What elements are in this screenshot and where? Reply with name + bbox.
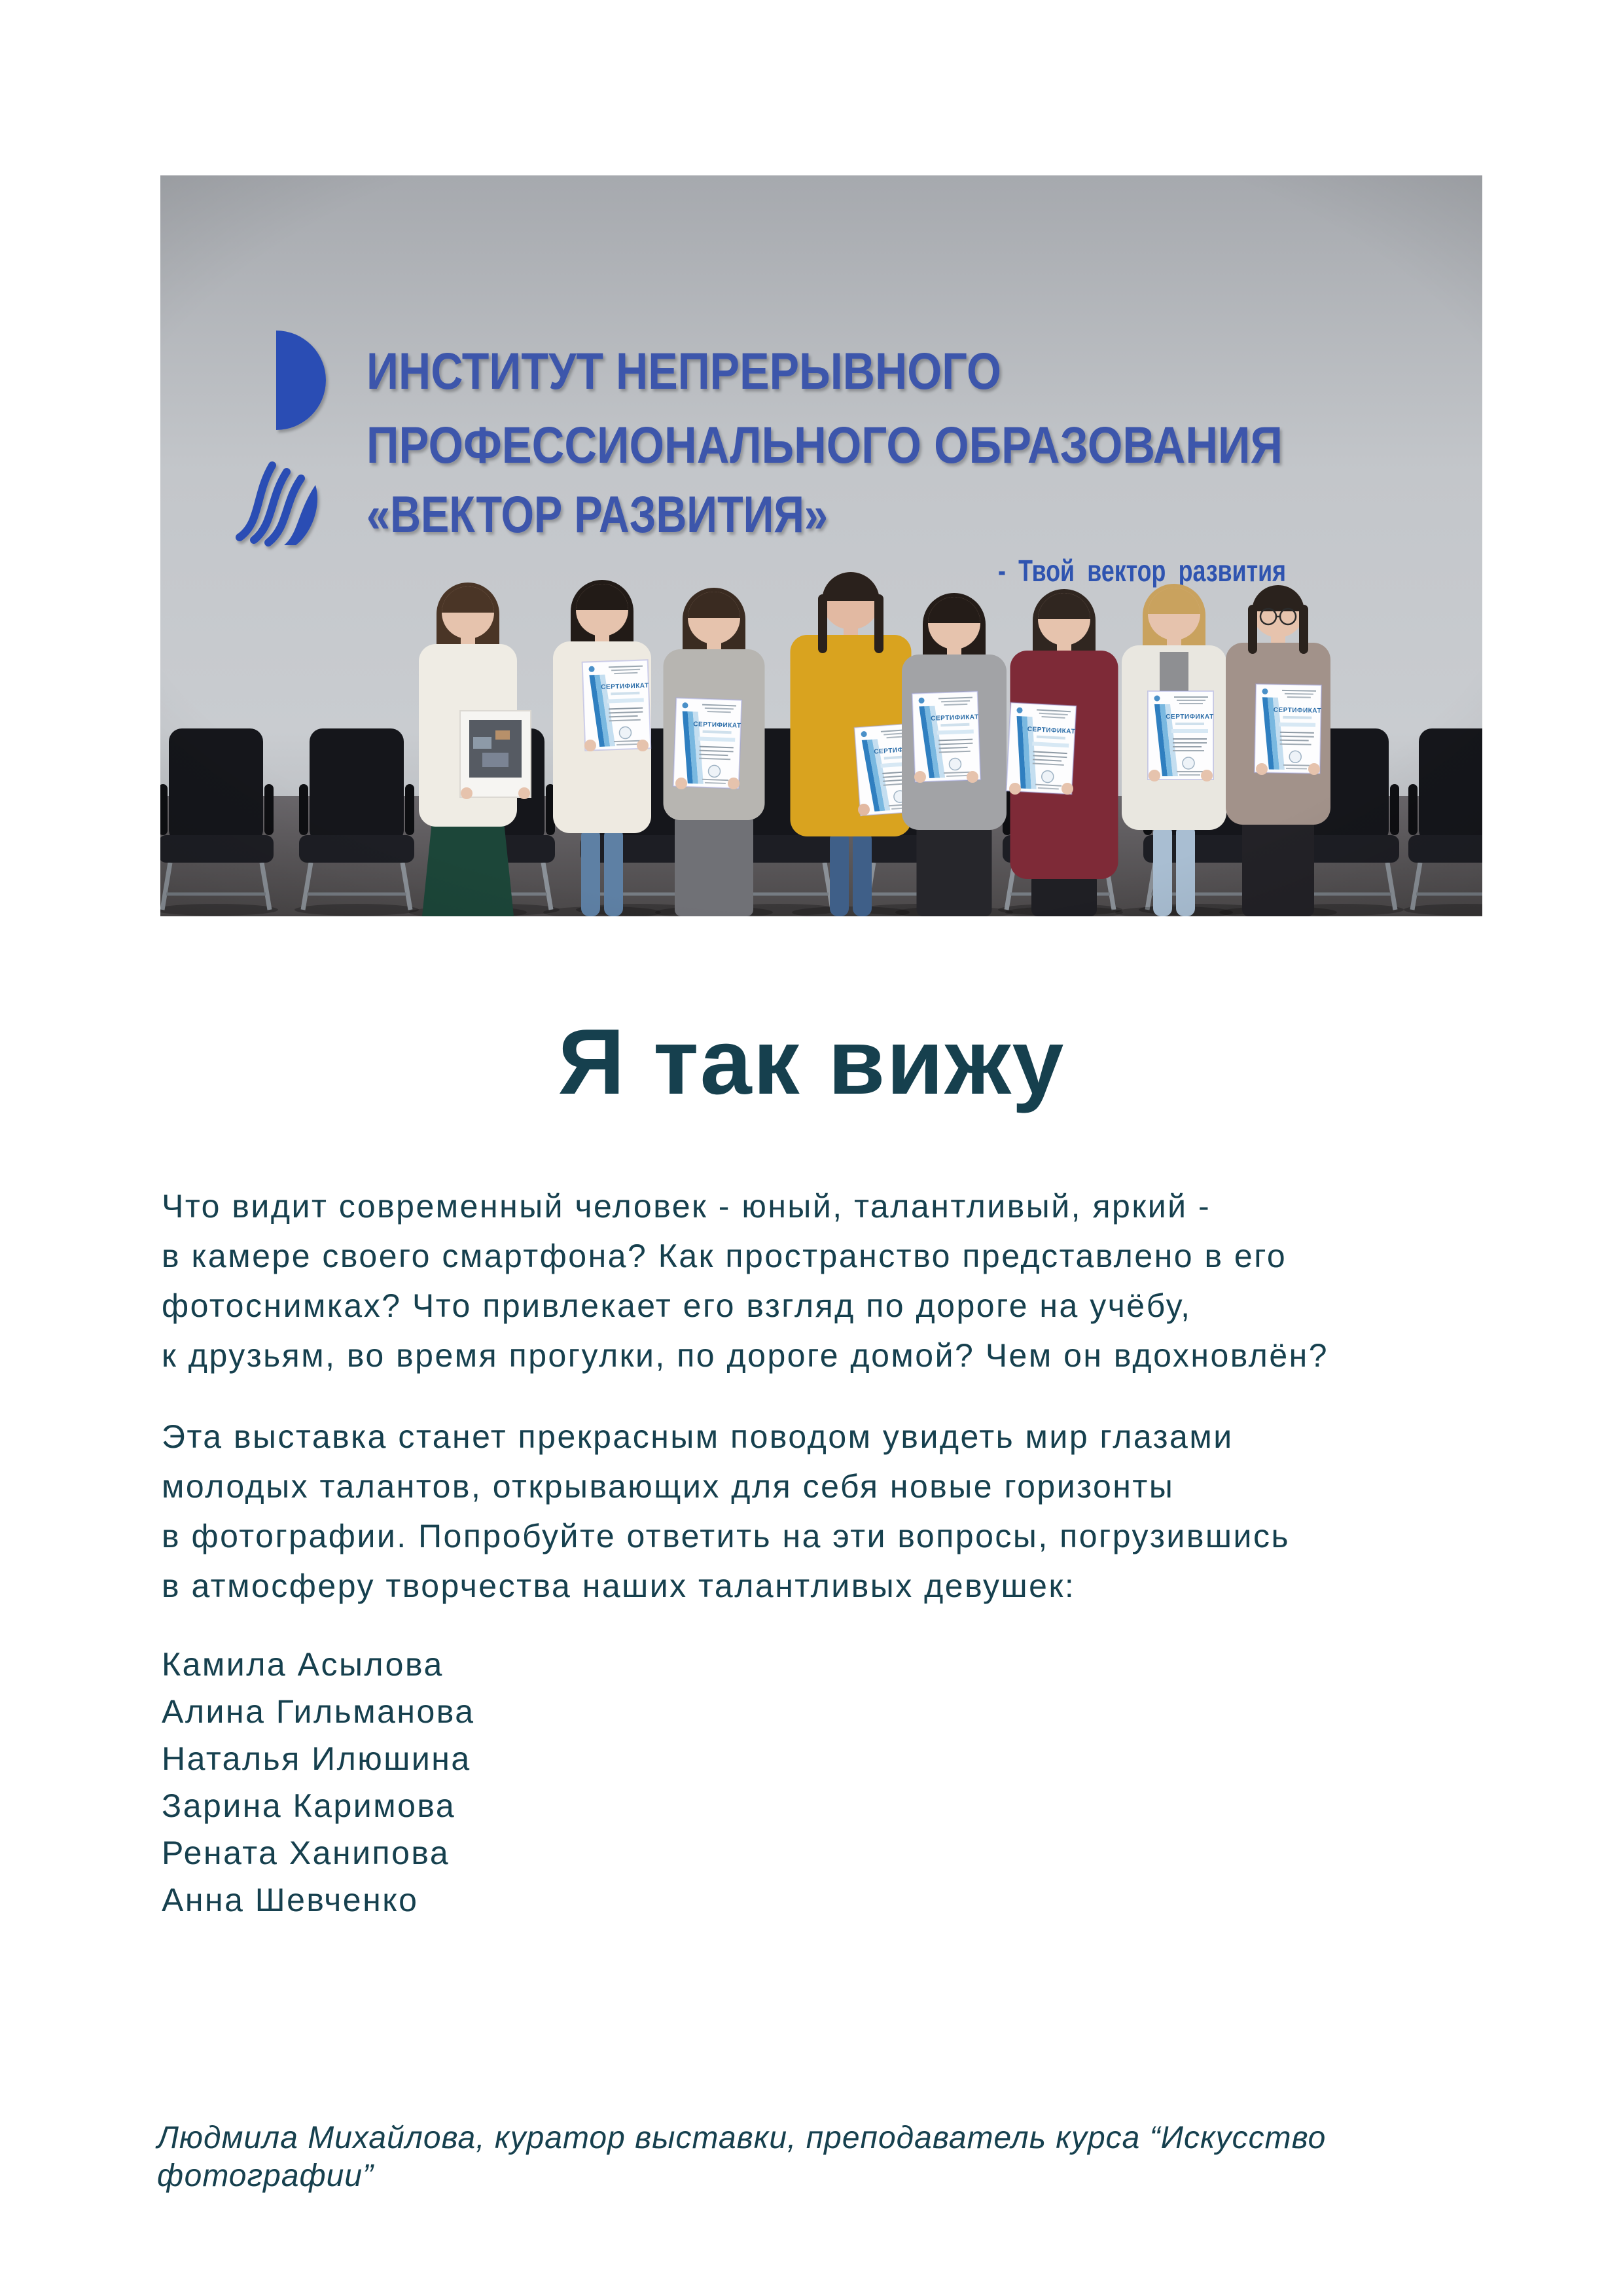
paragraph-line: фотоснимках? Что привлекает его взгляд по дороге на учёбу, [162,1287,1192,1324]
exhibitor-name: Зарина Каримова [162,1787,456,1824]
intro-paragraphs [162,1181,1477,1642]
page-title: Я так вижу [558,1010,1065,1114]
exhibitor-name: Анна Шевченко [162,1882,419,1918]
paragraph-line: Эта выставка станет прекрасным поводом увидеть мир глазами [162,1418,1234,1455]
exhibitor-name: Рената Ханипова [162,1835,450,1871]
group-photo [160,175,1482,916]
exhibitor-name: Алина Гильманова [162,1693,475,1730]
paragraph-line: в камере своего смартфона? Как пространство представлено в его [162,1238,1287,1274]
paragraph-line: молодых талантов, открывающих для себя новые горизонты [162,1468,1175,1505]
exhibitor-name: Наталья Илюшина [162,1740,471,1777]
paragraph-line: Что видит современный человек - юный, талантливый, яркий - [162,1188,1211,1225]
photo-vignette [160,175,1482,916]
paragraph-line: к друзьям, во время прогулки, по дороге домой? Чем он вдохновлён? [162,1337,1329,1374]
paragraph-line: в атмосферу творчества наших талантливых девушек: [162,1568,1076,1604]
paragraph [162,1181,1477,1380]
names-list [162,1641,475,1924]
exhibitor-name: Камила Асылова [162,1646,444,1683]
curator-credit: Людмила Михайлова, куратор выставки, преподаватель курса “Искусство фотографии” [157,2121,1327,2193]
paragraph-line: в фотографии. Попробуйте ответить на эти вопросы, погрузившись [162,1518,1290,1554]
paragraph [162,1412,1477,1611]
